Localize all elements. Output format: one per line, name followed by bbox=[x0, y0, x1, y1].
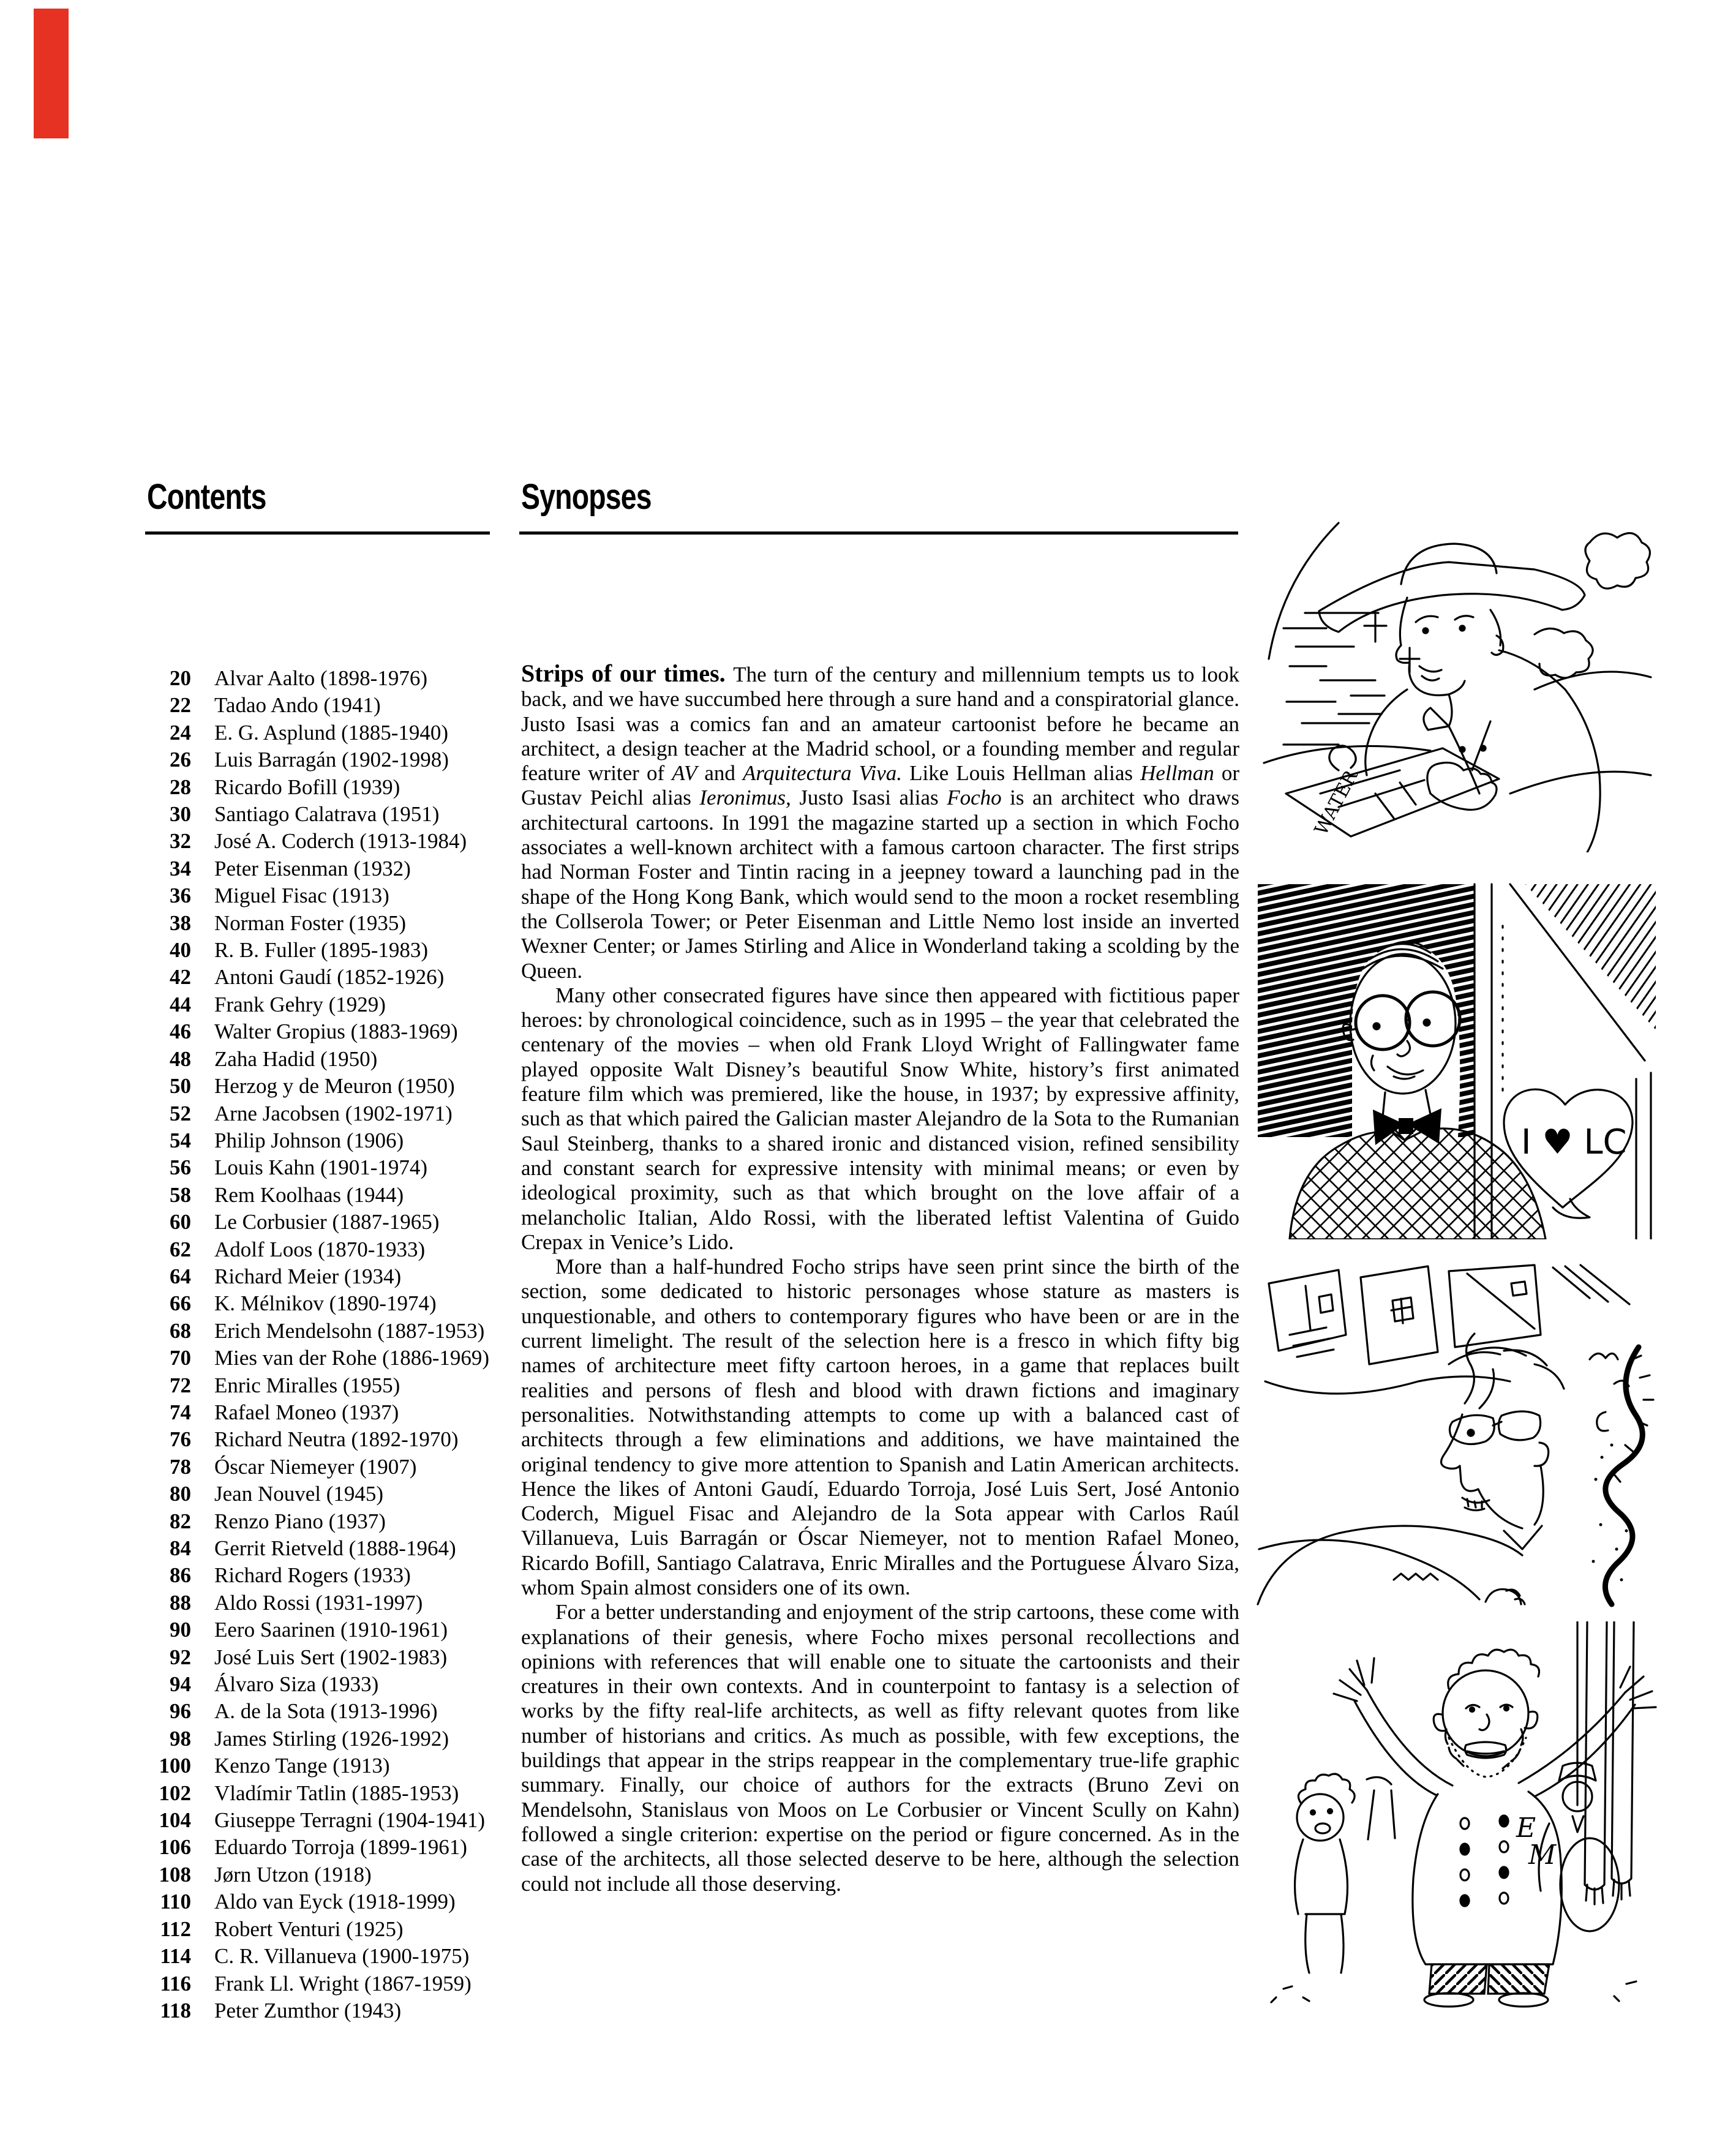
toc-row bbox=[147, 801, 489, 828]
toc-row bbox=[147, 1372, 489, 1399]
toc-architect-name: Antoni Gaudí (1852-1926) bbox=[214, 965, 445, 990]
toc-architect-name: Richard Neutra (1892-1970) bbox=[214, 1427, 459, 1452]
toc-architect-name: Philip Johnson (1906) bbox=[214, 1128, 404, 1152]
toc-row bbox=[147, 1454, 489, 1481]
toc-architect-name: Arne Jacobsen (1902-1971) bbox=[214, 1101, 453, 1125]
toc-architect-name: Le Corbusier (1887-1965) bbox=[214, 1210, 440, 1234]
toc-architect-name: Renzo Piano (1937) bbox=[214, 1509, 386, 1533]
toc-architect-name: Rem Koolhaas (1944) bbox=[214, 1182, 404, 1207]
toc-row bbox=[147, 1834, 489, 1861]
toc-page-number: 70 bbox=[170, 1346, 191, 1370]
toc-row bbox=[147, 746, 489, 773]
toc-row bbox=[147, 1073, 489, 1100]
toc-page-number: 98 bbox=[170, 1726, 191, 1751]
toc-architect-name: Walter Gropius (1883-1969) bbox=[214, 1020, 458, 1044]
toc-architect-name: Alvar Aalto (1898-1976) bbox=[214, 666, 427, 690]
toc-row bbox=[147, 1209, 489, 1236]
toc-page-number: 94 bbox=[170, 1672, 191, 1697]
toc-architect-name: Norman Foster (1935) bbox=[214, 911, 407, 935]
wright-sketching-cartoon bbox=[1247, 506, 1656, 852]
toc-row bbox=[147, 1100, 489, 1127]
toc-architect-name: Rafael Moneo (1937) bbox=[214, 1400, 399, 1424]
synopsis-text bbox=[521, 661, 1239, 1896]
toc-architect-name: James Stirling (1926-1992) bbox=[214, 1726, 449, 1751]
toc-page-number: 26 bbox=[170, 748, 191, 772]
toc-page-number: 36 bbox=[170, 884, 191, 908]
toc-page-number: 64 bbox=[170, 1264, 191, 1288]
toc-page-number: 62 bbox=[170, 1237, 191, 1261]
toc-architect-name: Erich Mendelsohn (1887-1953) bbox=[214, 1318, 485, 1343]
toc-page-number: 44 bbox=[170, 992, 191, 1016]
toc-row bbox=[147, 937, 489, 964]
toc-page-number: 66 bbox=[170, 1291, 191, 1316]
toc-row bbox=[147, 719, 489, 746]
monogram-m-text: M bbox=[1528, 1839, 1557, 1871]
toc-page-number: 76 bbox=[170, 1427, 191, 1452]
toc-row bbox=[147, 1943, 489, 1970]
toc-page-number: 100 bbox=[159, 1754, 191, 1778]
toc-page-number: 54 bbox=[170, 1128, 191, 1152]
toc-page-number: 24 bbox=[170, 720, 191, 745]
toc-page-number: 20 bbox=[170, 666, 191, 690]
toc-architect-name: Mies van der Rohe (1886-1969) bbox=[214, 1346, 490, 1370]
toc-architect-name: Zaha Hadid (1950) bbox=[214, 1046, 378, 1071]
toc-page-number: 40 bbox=[170, 938, 191, 963]
toc-page-number: 68 bbox=[170, 1318, 191, 1343]
bearded-architect-celebration-cartoon bbox=[1247, 1621, 1658, 2015]
toc-row bbox=[147, 1154, 489, 1181]
toc-architect-name: Luis Barragán (1902-1998) bbox=[214, 748, 449, 772]
toc-page-number: 60 bbox=[170, 1210, 191, 1234]
toc-row bbox=[147, 1644, 489, 1671]
synopsis-paragraph: For a better understanding and enjoyment of the strip cartoons, these come with explanations of their genesis, where Focho mixes personal recollections and opinions with references that will enable one to situate the cartoonists and their creatures in their own contexts. And in counterpoint to fantasy is a selection of works by the fifty real-life architects, as well as fifty relevant quotes from like number of historians and critics. As much as possible, with few exceptions, the buildings that appear in the strips reappear in the complementary true-life graphic summary. Finally, our choice of authors for the extracts (Bruno Zevi on Mendelsohn, Stanislaus von Moos on Le Corbusier or Vincent Scully on Kahn) followed a single criterion: expertise on the period or figure concerned. As in the case of the architects, all those selected deserve to be here, although the selection could not include all those deserving. bbox=[521, 1600, 1239, 1896]
toc-page-number: 46 bbox=[170, 1020, 191, 1044]
toc-row bbox=[147, 1399, 489, 1426]
toc-row bbox=[147, 1426, 489, 1453]
le-corbusier-heart-cartoon bbox=[1247, 877, 1656, 1239]
toc-architect-name: Kenzo Tange (1913) bbox=[214, 1754, 390, 1778]
toc-row bbox=[147, 665, 489, 692]
toc-row bbox=[147, 1671, 489, 1698]
toc-row bbox=[147, 1590, 489, 1617]
toc-page-number: 102 bbox=[159, 1781, 191, 1805]
toc-architect-name: Gerrit Rietveld (1888-1964) bbox=[214, 1536, 456, 1560]
toc-row bbox=[147, 1290, 489, 1317]
smoking-architect-illustration-svg bbox=[1247, 1261, 1658, 1617]
toc-architect-name: K. Mélnikov (1890-1974) bbox=[214, 1291, 437, 1316]
toc-page-number: 96 bbox=[170, 1699, 191, 1724]
toc-architect-name: Louis Kahn (1901-1974) bbox=[214, 1155, 428, 1180]
toc-architect-name: Aldo Rossi (1931-1997) bbox=[214, 1590, 423, 1615]
toc-page-number: 30 bbox=[170, 802, 191, 827]
toc-page-number: 92 bbox=[170, 1645, 191, 1669]
toc-page-number: 48 bbox=[170, 1046, 191, 1071]
toc-row bbox=[147, 1861, 489, 1888]
toc-row bbox=[147, 1888, 489, 1915]
toc-row bbox=[147, 1752, 489, 1779]
toc-page-number: 42 bbox=[170, 965, 191, 990]
contents-heading-rule bbox=[145, 531, 490, 535]
toc-architect-name: Giuseppe Terragni (1904-1941) bbox=[214, 1808, 486, 1833]
toc-row bbox=[147, 991, 489, 1018]
celebration-illustration-svg bbox=[1247, 1621, 1658, 2015]
toc-architect-name: Jørn Utzon (1918) bbox=[214, 1862, 372, 1887]
toc-architect-name: José A. Coderch (1913-1984) bbox=[214, 829, 467, 854]
toc-page-number: 50 bbox=[170, 1074, 191, 1098]
toc-page-number: 82 bbox=[170, 1509, 191, 1533]
toc-row bbox=[147, 1018, 489, 1045]
toc-row bbox=[147, 1236, 489, 1263]
toc-page-number: 118 bbox=[160, 1998, 191, 2022]
toc-architect-name: Tadao Ando (1941) bbox=[214, 693, 381, 718]
toc-row bbox=[147, 855, 489, 882]
toc-row bbox=[147, 1970, 489, 1997]
toc-row bbox=[147, 1562, 489, 1589]
toc-row bbox=[147, 1345, 489, 1372]
toc-architect-name: Adolf Loos (1870-1933) bbox=[214, 1237, 426, 1261]
toc-page-number: 80 bbox=[170, 1482, 191, 1506]
toc-architect-name: José Luis Sert (1902-1983) bbox=[214, 1645, 448, 1669]
toc-row bbox=[147, 1997, 489, 2024]
toc-architect-name: Óscar Niemeyer (1907) bbox=[214, 1454, 417, 1479]
toc-architect-name: Robert Venturi (1925) bbox=[214, 1917, 404, 1941]
toc-row bbox=[147, 828, 489, 855]
toc-architect-name: Eduardo Torroja (1899-1961) bbox=[214, 1835, 467, 1860]
toc-page-number: 116 bbox=[160, 1971, 191, 1996]
toc-row bbox=[147, 1780, 489, 1807]
toc-architect-name: Frank Gehry (1929) bbox=[214, 992, 386, 1016]
toc-architect-name: Peter Eisenman (1932) bbox=[214, 856, 411, 881]
toc-page-number: 32 bbox=[170, 829, 191, 854]
toc-page-number: 56 bbox=[170, 1155, 191, 1180]
toc-row bbox=[147, 1726, 489, 1752]
toc-architect-name: Vladímir Tatlin (1885-1953) bbox=[214, 1781, 459, 1805]
toc-row bbox=[147, 1535, 489, 1562]
toc-page-number: 78 bbox=[170, 1454, 191, 1479]
toc-row bbox=[147, 1318, 489, 1345]
toc-architect-name: Enric Miralles (1955) bbox=[214, 1373, 400, 1397]
toc-architect-name: Peter Zumthor (1943) bbox=[214, 1998, 402, 2022]
synopses-heading-rule bbox=[519, 531, 1238, 535]
toc-row bbox=[147, 774, 489, 801]
toc-row bbox=[147, 882, 489, 909]
toc-page-number: 114 bbox=[160, 1944, 191, 1969]
toc-page-number: 84 bbox=[170, 1536, 191, 1560]
synopsis-paragraph: Many other consecrated figures have since then appeared with fictitious paper heroes: by chronological coincidence, such as in 1995 – the year that celebrated the centenary of the movies – when old Frank Lloyd Wright of Fallingwater fame played opposite Walt Disney’s beautiful Snow White, history’s first animated feature film which was premiered, like the house, in 1937; by expressive affinity, such as that which paired the Galician master Alejandro de la Sota to the Rumanian Saul Steinberg, thanks to a shared ironic and distanced vision, refined sensibility and constant search for expressive intensity with minimal means; or even by ideological proximity, such as that which brought on the love affair of a melancholic Italian, Aldo Rossi, with the liberated leftist Valentina of Guido Crepax in Venice’s Lido. bbox=[521, 983, 1239, 1254]
synopses-heading: Synopses bbox=[521, 477, 652, 517]
toc-row bbox=[147, 1046, 489, 1073]
i-love-lc-bubble-text: I ♥ LC bbox=[1521, 1122, 1627, 1162]
toc-row bbox=[147, 1698, 489, 1725]
red-page-marker bbox=[34, 9, 69, 138]
toc-page-number: 28 bbox=[170, 775, 191, 799]
toc-page-number: 58 bbox=[170, 1182, 191, 1207]
toc-architect-name: Frank Ll. Wright (1867-1959) bbox=[214, 1971, 472, 1996]
toc-row bbox=[147, 1617, 489, 1643]
toc-row bbox=[147, 1807, 489, 1834]
toc-list bbox=[147, 665, 489, 2024]
toc-page-number: 86 bbox=[170, 1563, 191, 1588]
toc-architect-name: Aldo van Eyck (1918-1999) bbox=[214, 1890, 456, 1914]
monogram-e-text: E bbox=[1516, 1812, 1536, 1844]
toc-architect-name: Eero Saarinen (1910-1961) bbox=[214, 1618, 448, 1642]
toc-architect-name: Santiago Calatrava (1951) bbox=[214, 802, 440, 827]
toc-page-number: 38 bbox=[170, 911, 191, 935]
toc-row bbox=[147, 1127, 489, 1154]
toc-architect-name: R. B. Fuller (1895-1983) bbox=[214, 938, 429, 963]
toc-row bbox=[147, 1916, 489, 1943]
wright-sketching-illustration-svg bbox=[1247, 506, 1656, 852]
synopsis-paragraph: More than a half-hundred Focho strips have seen print since the birth of the section, some dedicated to historic personages whose stature as masters is unquestionable, and others to contemporary figures who have been or are in the current limelight. The result of the selection here is a fresco in which fifty big names of architecture meet fifty cartoon heroes, in a game that replaces built realities and persons of flesh and blood with drawn fictions and imaginary personalities. Notwithstanding attempts to come up with a balanced cast of architects through a few eliminations and additions, we have maintained the original tendency to give more attention to Spanish and Latin American architects. Hence the likes of Antoni Gaudí, Eduardo Torroja, José Luis Sert, José Antonio Coderch, Miguel Fisac and Alejandro de la Sota appear with Carlos Raúl Villanueva, Luis Barragán or Óscar Niemeyer, not to mention Rafael Moneo, Ricardo Bofill, Santiago Calatrava, Enric Miralles and the Portuguese Álvaro Siza, whom Spain almost considers one of its own. bbox=[521, 1255, 1239, 1599]
toc-page-number: 110 bbox=[160, 1890, 191, 1914]
toc-row bbox=[147, 1481, 489, 1508]
toc-architect-name: Álvaro Siza (1933) bbox=[214, 1672, 379, 1697]
toc-page-number: 88 bbox=[170, 1590, 191, 1615]
toc-row bbox=[147, 964, 489, 991]
toc-row bbox=[147, 1182, 489, 1209]
le-corbusier-illustration-svg bbox=[1247, 877, 1656, 1239]
toc-page-number: 112 bbox=[160, 1917, 191, 1941]
toc-page-number: 104 bbox=[159, 1808, 191, 1833]
toc-architect-name: Richard Meier (1934) bbox=[214, 1264, 402, 1288]
smoking-architect-dragon-cartoon bbox=[1247, 1261, 1658, 1617]
synopsis-paragraph: Strips of our times. The turn of the century and millennium tempts us to look back, and we have succumbed here through a sure hand and a conspiratorial glance. Justo Isasi was a comics fan and an amateur cartoonist before he became an architect, a design teacher at the Madrid school, or a founding member and regular feature writer of AV and Arquitectura Viva. Like Louis Hellman alias Hellman or Gustav Peichl alias Ieronimus, Justo Isasi alias Focho is an architect who draws architectural cartoons. In 1991 the magazine started up a section in which Focho associates a well-known architect with a famous cartoon character. The first strips had Norman Foster and Tintin racing in a jeepney toward a launching pad in the shape of the Hong Kong Bank, which would send to the moon a rocket resembling the Collserola Tower; or Peter Eisenman and Little Nemo lost inside an inverted Wexner Center; or James Stirling and Alice in Wonderland taking a scolding by the Queen. bbox=[521, 659, 1240, 983]
toc-page-number: 34 bbox=[170, 856, 191, 881]
toc-row bbox=[147, 692, 489, 719]
toc-architect-name: Ricardo Bofill (1939) bbox=[214, 775, 400, 799]
toc-architect-name: E. G. Asplund (1885-1940) bbox=[214, 720, 449, 745]
toc-page-number: 90 bbox=[170, 1618, 191, 1642]
contents-heading: Contents bbox=[147, 477, 266, 517]
toc-page-number: 108 bbox=[159, 1862, 191, 1887]
toc-page-number: 52 bbox=[170, 1101, 191, 1125]
toc-architect-name: Miguel Fisac (1913) bbox=[214, 884, 389, 908]
toc-row bbox=[147, 1263, 489, 1290]
toc-row bbox=[147, 910, 489, 937]
toc-page-number: 72 bbox=[170, 1373, 191, 1397]
toc-architect-name: Richard Rogers (1933) bbox=[214, 1563, 411, 1588]
toc-architect-name: Jean Nouvel (1945) bbox=[214, 1482, 384, 1506]
toc-architect-name: A. de la Sota (1913-1996) bbox=[214, 1699, 438, 1724]
toc-row bbox=[147, 1508, 489, 1535]
toc-architect-name: C. R. Villanueva (1900-1975) bbox=[214, 1944, 470, 1969]
fallingwater-sketch-label: WATER bbox=[1310, 767, 1362, 839]
toc-page-number: 22 bbox=[170, 693, 191, 718]
toc-architect-name: Herzog y de Meuron (1950) bbox=[214, 1074, 455, 1098]
toc-page-number: 74 bbox=[170, 1400, 191, 1424]
toc-page-number: 106 bbox=[159, 1835, 191, 1860]
